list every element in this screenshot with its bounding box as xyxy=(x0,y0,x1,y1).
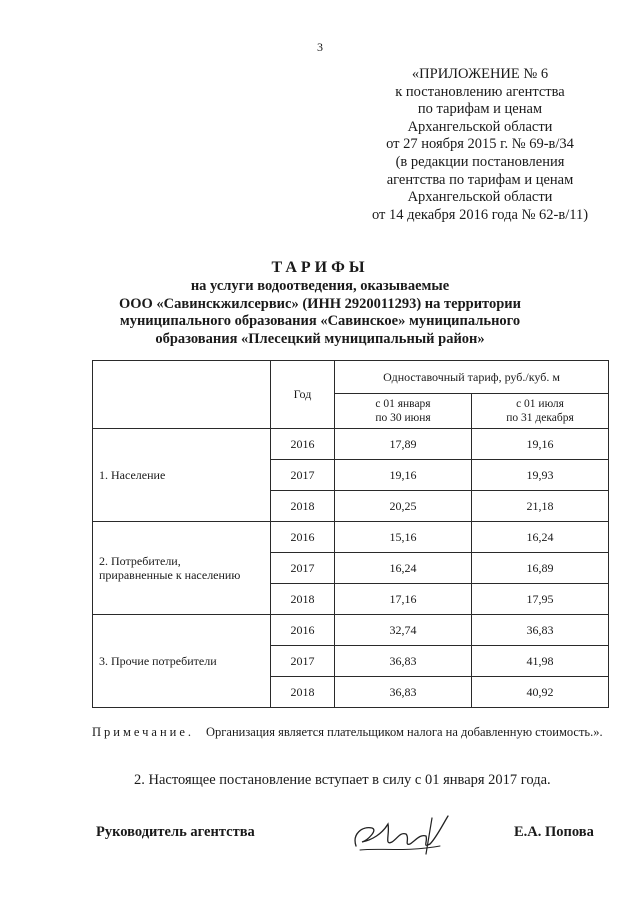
table-header-row xyxy=(93,361,609,394)
cell-tariff-h2: 16,24 xyxy=(472,522,609,553)
appendix-line: Архангельской области xyxy=(407,189,553,206)
cell-year: 2018 xyxy=(271,491,335,522)
title-line: на услуги водоотведения, оказываемые xyxy=(190,278,450,294)
cell-tariff-h2: 21,18 xyxy=(472,491,609,522)
cell-year: 2016 xyxy=(271,429,335,460)
table-row xyxy=(93,522,609,553)
category-equivalent-consumers xyxy=(93,522,271,615)
appendix-line: от 27 ноября 2015 г. № 69-в/34 xyxy=(386,136,574,153)
page-number: 3 xyxy=(317,40,323,54)
header-period-1 xyxy=(335,394,472,429)
appendix-line: (в редакции постановления xyxy=(395,153,565,170)
cell-year: 2016 xyxy=(271,522,335,553)
table-row xyxy=(93,429,609,460)
cell-tariff-h1: 20,25 xyxy=(335,491,472,522)
signatory-role: Руководитель агентства xyxy=(96,824,255,840)
note-text: Организация является плательщиком налога на добавленную стоимость.». xyxy=(206,725,603,739)
appendix-line: агентства по тарифам и ценам xyxy=(386,171,574,188)
header-period-2 xyxy=(472,394,609,429)
table-row xyxy=(93,615,609,646)
handwritten-signature xyxy=(348,812,458,858)
signatory-name: Е.А. Попова xyxy=(514,824,594,840)
appendix-line: Архангельской области xyxy=(407,118,553,135)
appendix-header xyxy=(330,66,630,224)
title-line: муниципального образования «Савинское» муниципального xyxy=(119,313,521,329)
period-1-line-1: с 01 января xyxy=(375,398,431,410)
cell-tariff-h2: 40,92 xyxy=(472,677,609,708)
category-other-consumers xyxy=(93,615,271,708)
cell-tariff-h1: 15,16 xyxy=(335,522,472,553)
category-label: приравненные к населению xyxy=(99,568,241,582)
header-tariff: Одноставочный тариф, руб./куб. м xyxy=(335,361,609,394)
appendix-line: по тарифам и ценам xyxy=(417,101,543,118)
clause-effective-date: 2. Настоящее постановление вступает в силу с 01 января 2017 года. xyxy=(134,772,551,788)
cell-tariff-h2: 19,93 xyxy=(472,460,609,491)
title-line: образования «Плесецкий муниципальный район» xyxy=(155,330,485,347)
cell-year: 2017 xyxy=(271,646,335,677)
cell-year: 2017 xyxy=(271,460,335,491)
cell-tariff-h1: 32,74 xyxy=(335,615,472,646)
cell-tariff-h2: 16,89 xyxy=(472,553,609,584)
cell-year: 2016 xyxy=(271,615,335,646)
appendix-line: к постановлению агентства xyxy=(395,83,565,100)
document-title xyxy=(110,258,530,348)
note-label: Примечание. xyxy=(92,725,195,739)
cell-tariff-h2: 17,95 xyxy=(472,584,609,615)
cell-tariff-h1: 19,16 xyxy=(335,460,472,491)
tariff-table xyxy=(92,360,609,708)
category-label: 1. Население xyxy=(99,468,166,482)
cell-tariff-h2: 19,16 xyxy=(472,429,609,460)
category-label: 3. Прочие потребители xyxy=(99,654,217,668)
cell-tariff-h1: 17,89 xyxy=(335,429,472,460)
category-label: 2. Потребители, xyxy=(99,554,181,568)
cell-tariff-h2: 36,83 xyxy=(472,615,609,646)
cell-tariff-h2: 41,98 xyxy=(472,646,609,677)
title-subtitle xyxy=(110,278,530,348)
cell-tariff-h1: 17,16 xyxy=(335,584,472,615)
cell-year: 2018 xyxy=(271,584,335,615)
cell-tariff-h1: 36,83 xyxy=(335,646,472,677)
cell-tariff-h1: 36,83 xyxy=(335,677,472,708)
header-year: Год xyxy=(271,361,335,429)
appendix-line: «ПРИЛОЖЕНИЕ № 6 xyxy=(411,66,549,82)
title-main: ТАРИФЫ xyxy=(271,259,369,276)
category-population xyxy=(93,429,271,522)
header-empty-cell xyxy=(93,361,271,429)
period-1-line-2: по 30 июня xyxy=(375,412,431,424)
title-line: ООО «Савинскжилсервис» (ИНН 2920011293) на территории xyxy=(118,295,522,312)
period-2-line-2: по 31 декабря xyxy=(506,412,574,424)
appendix-line: от 14 декабря 2016 года № 62-в/11) xyxy=(371,206,589,223)
cell-year: 2017 xyxy=(271,553,335,584)
cell-year: 2018 xyxy=(271,677,335,708)
cell-tariff-h1: 16,24 xyxy=(335,553,472,584)
period-2-line-1: с 01 июля xyxy=(516,398,564,410)
